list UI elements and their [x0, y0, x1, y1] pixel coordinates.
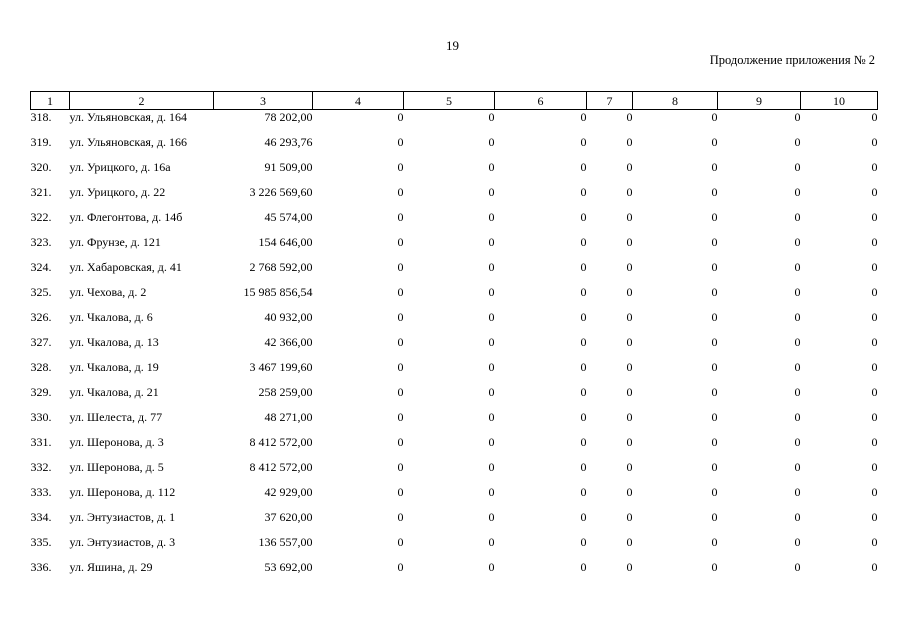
- value-cell: 0: [488, 285, 495, 299]
- value-cell: 0: [711, 285, 718, 299]
- value-cell: 0: [794, 285, 801, 299]
- value-cell: 0: [871, 135, 878, 149]
- amount-cell: 2 768 592,00: [249, 260, 313, 274]
- value-cell: 0: [626, 335, 633, 349]
- value-cell: 0: [711, 485, 718, 499]
- value-cell: 0: [871, 435, 878, 449]
- value-cell: 0: [397, 185, 404, 199]
- column-header: 6: [495, 92, 587, 110]
- value-cell: 0: [794, 185, 801, 199]
- table-row: [31, 360, 878, 385]
- value-cell: 0: [580, 560, 587, 574]
- value-cell: 0: [580, 185, 587, 199]
- value-cell: 0: [580, 160, 587, 174]
- value-cell: 0: [488, 535, 495, 549]
- value-cell: 0: [794, 235, 801, 249]
- value-cell: 0: [397, 160, 404, 174]
- value-cell: 0: [794, 410, 801, 424]
- address-cell: ул. Яшина, д. 29: [69, 560, 153, 574]
- value-cell: 0: [794, 460, 801, 474]
- value-cell: 0: [580, 110, 587, 124]
- value-cell: 0: [397, 410, 404, 424]
- value-cell: 0: [711, 410, 718, 424]
- value-cell: 0: [626, 510, 633, 524]
- amount-cell: 78 202,00: [264, 110, 313, 124]
- value-cell: 0: [711, 135, 718, 149]
- amount-cell: 3 226 569,60: [249, 185, 313, 199]
- value-cell: 0: [626, 485, 633, 499]
- amount-cell: 40 932,00: [264, 310, 313, 324]
- value-cell: 0: [711, 260, 718, 274]
- amount-cell: 15 985 856,54: [243, 285, 313, 299]
- value-cell: 0: [871, 210, 878, 224]
- value-cell: 0: [871, 185, 878, 199]
- table-row: [31, 160, 878, 185]
- value-cell: 0: [488, 335, 495, 349]
- value-cell: 0: [580, 435, 587, 449]
- row-number: 321.: [30, 185, 52, 199]
- amount-cell: 91 509,00: [264, 160, 313, 174]
- value-cell: 0: [626, 185, 633, 199]
- table-row: [31, 210, 878, 235]
- address-cell: ул. Фрунзе, д. 121: [69, 235, 161, 249]
- value-cell: 0: [711, 235, 718, 249]
- row-number: 332.: [30, 460, 52, 474]
- table-row: [31, 235, 878, 260]
- value-cell: 0: [871, 485, 878, 499]
- value-cell: 0: [580, 510, 587, 524]
- value-cell: 0: [626, 160, 633, 174]
- address-cell: ул. Шеронова, д. 3: [69, 435, 164, 449]
- value-cell: 0: [488, 110, 495, 124]
- value-cell: 0: [794, 435, 801, 449]
- value-cell: 0: [488, 185, 495, 199]
- value-cell: 0: [871, 535, 878, 549]
- value-cell: 0: [626, 435, 633, 449]
- value-cell: 0: [488, 560, 495, 574]
- value-cell: 0: [397, 460, 404, 474]
- header-row: [31, 92, 878, 110]
- value-cell: 0: [580, 260, 587, 274]
- table-row: [31, 435, 878, 460]
- value-cell: 0: [794, 560, 801, 574]
- amount-cell: 8 412 572,00: [249, 460, 313, 474]
- table-row: [31, 460, 878, 485]
- value-cell: 0: [871, 310, 878, 324]
- value-cell: 0: [626, 385, 633, 399]
- value-cell: 0: [794, 310, 801, 324]
- value-cell: 0: [580, 360, 587, 374]
- value-cell: 0: [794, 260, 801, 274]
- value-cell: 0: [488, 160, 495, 174]
- table-row: [31, 310, 878, 335]
- value-cell: 0: [580, 310, 587, 324]
- amount-cell: 48 271,00: [264, 410, 313, 424]
- value-cell: 0: [397, 210, 404, 224]
- value-cell: 0: [488, 260, 495, 274]
- value-cell: 0: [488, 210, 495, 224]
- value-cell: 0: [488, 385, 495, 399]
- address-cell: ул. Энтузиастов, д. 3: [69, 535, 176, 549]
- column-header: 10: [801, 92, 878, 110]
- value-cell: 0: [711, 460, 718, 474]
- value-cell: 0: [488, 360, 495, 374]
- value-cell: 0: [711, 535, 718, 549]
- table-row: [31, 285, 878, 310]
- value-cell: 0: [871, 285, 878, 299]
- value-cell: 0: [626, 460, 633, 474]
- value-cell: 0: [626, 210, 633, 224]
- table-row: [31, 485, 878, 510]
- value-cell: 0: [580, 460, 587, 474]
- value-cell: 0: [397, 260, 404, 274]
- row-number: 334.: [30, 510, 52, 524]
- value-cell: 0: [626, 260, 633, 274]
- value-cell: 0: [397, 485, 404, 499]
- amount-cell: 45 574,00: [264, 210, 313, 224]
- value-cell: 0: [871, 410, 878, 424]
- value-cell: 0: [794, 485, 801, 499]
- amount-cell: 42 366,00: [264, 335, 313, 349]
- table-body: [31, 110, 878, 586]
- row-number: 330.: [30, 410, 52, 424]
- table-row: [31, 560, 878, 585]
- amount-cell: 258 259,00: [258, 385, 313, 399]
- value-cell: 0: [711, 360, 718, 374]
- value-cell: 0: [580, 410, 587, 424]
- amount-cell: 154 646,00: [258, 235, 313, 249]
- value-cell: 0: [626, 235, 633, 249]
- value-cell: 0: [488, 510, 495, 524]
- address-cell: ул. Ульяновская, д. 166: [69, 135, 188, 149]
- column-header: 2: [70, 92, 214, 110]
- column-header: 3: [214, 92, 313, 110]
- value-cell: 0: [580, 285, 587, 299]
- address-cell: ул. Чкалова, д. 6: [69, 310, 153, 324]
- value-cell: 0: [794, 110, 801, 124]
- value-cell: 0: [871, 110, 878, 124]
- value-cell: 0: [871, 510, 878, 524]
- row-number: 328.: [30, 360, 52, 374]
- amount-cell: 53 692,00: [264, 560, 313, 574]
- value-cell: 0: [626, 285, 633, 299]
- row-number: 318.: [30, 110, 52, 124]
- column-header: 1: [31, 92, 70, 110]
- value-cell: 0: [397, 235, 404, 249]
- row-number: 327.: [30, 335, 52, 349]
- row-number: 335.: [30, 535, 52, 549]
- value-cell: 0: [626, 410, 633, 424]
- value-cell: 0: [626, 110, 633, 124]
- value-cell: 0: [397, 310, 404, 324]
- address-cell: ул. Хабаровская, д. 41: [69, 260, 182, 274]
- value-cell: 0: [711, 335, 718, 349]
- row-number: 325.: [30, 285, 52, 299]
- value-cell: 0: [871, 335, 878, 349]
- value-cell: 0: [488, 435, 495, 449]
- value-cell: 0: [794, 210, 801, 224]
- value-cell: 0: [871, 460, 878, 474]
- table-row: [31, 410, 878, 435]
- address-cell: ул. Урицкого, д. 16а: [69, 160, 171, 174]
- column-header: 5: [404, 92, 495, 110]
- row-number: 324.: [30, 260, 52, 274]
- value-cell: 0: [488, 410, 495, 424]
- value-cell: 0: [794, 135, 801, 149]
- value-cell: 0: [711, 210, 718, 224]
- value-cell: 0: [794, 360, 801, 374]
- value-cell: 0: [397, 335, 404, 349]
- value-cell: 0: [580, 385, 587, 399]
- address-cell: ул. Шеронова, д. 112: [69, 485, 176, 499]
- value-cell: 0: [711, 435, 718, 449]
- value-cell: 0: [871, 235, 878, 249]
- value-cell: 0: [580, 135, 587, 149]
- amount-cell: 37 620,00: [264, 510, 313, 524]
- amount-cell: 42 929,00: [264, 485, 313, 499]
- address-cell: ул. Урицкого, д. 22: [69, 185, 166, 199]
- value-cell: 0: [397, 435, 404, 449]
- address-cell: ул. Чкалова, д. 13: [69, 335, 159, 349]
- value-cell: 0: [711, 510, 718, 524]
- table-row: [31, 135, 878, 160]
- value-cell: 0: [580, 535, 587, 549]
- value-cell: 0: [871, 260, 878, 274]
- value-cell: 0: [397, 560, 404, 574]
- value-cell: 0: [626, 310, 633, 324]
- value-cell: 0: [580, 485, 587, 499]
- table-row: [31, 260, 878, 285]
- value-cell: 0: [871, 560, 878, 574]
- row-number: 333.: [30, 485, 52, 499]
- value-cell: 0: [711, 185, 718, 199]
- row-number: 319.: [30, 135, 52, 149]
- column-header: 9: [718, 92, 801, 110]
- address-cell: ул. Чехова, д. 2: [69, 285, 147, 299]
- table-row: [31, 110, 878, 136]
- value-cell: 0: [711, 110, 718, 124]
- amount-cell: 3 467 199,60: [249, 360, 313, 374]
- value-cell: 0: [871, 160, 878, 174]
- address-cell: ул. Шелеста, д. 77: [69, 410, 163, 424]
- address-cell: ул. Энтузиастов, д. 1: [69, 510, 176, 524]
- column-header: 4: [313, 92, 404, 110]
- value-cell: 0: [794, 535, 801, 549]
- continuation-label: Продолжение приложения № 2: [709, 53, 875, 67]
- row-number: 322.: [30, 210, 52, 224]
- value-cell: 0: [626, 135, 633, 149]
- value-cell: 0: [711, 310, 718, 324]
- value-cell: 0: [794, 385, 801, 399]
- address-cell: ул. Шеронова, д. 5: [69, 460, 164, 474]
- value-cell: 0: [397, 385, 404, 399]
- value-cell: 0: [794, 160, 801, 174]
- value-cell: 0: [626, 535, 633, 549]
- value-cell: 0: [488, 135, 495, 149]
- value-cell: 0: [794, 335, 801, 349]
- row-number: 336.: [30, 560, 52, 574]
- value-cell: 0: [711, 560, 718, 574]
- value-cell: 0: [397, 360, 404, 374]
- value-cell: 0: [711, 385, 718, 399]
- table-row: [31, 385, 878, 410]
- address-cell: ул. Чкалова, д. 21: [69, 385, 159, 399]
- value-cell: 0: [488, 310, 495, 324]
- value-cell: 0: [871, 385, 878, 399]
- column-header: 7: [587, 92, 633, 110]
- value-cell: 0: [397, 535, 404, 549]
- value-cell: 0: [794, 510, 801, 524]
- page-number: 19: [446, 38, 459, 53]
- value-cell: 0: [397, 285, 404, 299]
- row-number: 323.: [30, 235, 52, 249]
- value-cell: 0: [580, 210, 587, 224]
- appendix-table: [30, 91, 878, 585]
- amount-cell: 8 412 572,00: [249, 435, 313, 449]
- amount-cell: 46 293,76: [264, 135, 313, 149]
- address-cell: ул. Ульяновская, д. 164: [69, 110, 188, 124]
- amount-cell: 136 557,00: [258, 535, 313, 549]
- value-cell: 0: [711, 160, 718, 174]
- value-cell: 0: [397, 135, 404, 149]
- table-row: [31, 335, 878, 360]
- value-cell: 0: [397, 110, 404, 124]
- table-row: [31, 185, 878, 210]
- value-cell: 0: [626, 560, 633, 574]
- value-cell: 0: [488, 460, 495, 474]
- address-cell: ул. Чкалова, д. 19: [69, 360, 159, 374]
- value-cell: 0: [580, 335, 587, 349]
- row-number: 326.: [30, 310, 52, 324]
- value-cell: 0: [488, 485, 495, 499]
- row-number: 329.: [30, 385, 52, 399]
- address-cell: ул. Флегонтова, д. 14б: [69, 210, 183, 224]
- value-cell: 0: [626, 360, 633, 374]
- value-cell: 0: [871, 360, 878, 374]
- table-row: [31, 535, 878, 560]
- value-cell: 0: [580, 235, 587, 249]
- table-row: [31, 510, 878, 535]
- row-number: 331.: [30, 435, 52, 449]
- value-cell: 0: [488, 235, 495, 249]
- column-header: 8: [633, 92, 718, 110]
- row-number: 320.: [30, 160, 52, 174]
- value-cell: 0: [397, 510, 404, 524]
